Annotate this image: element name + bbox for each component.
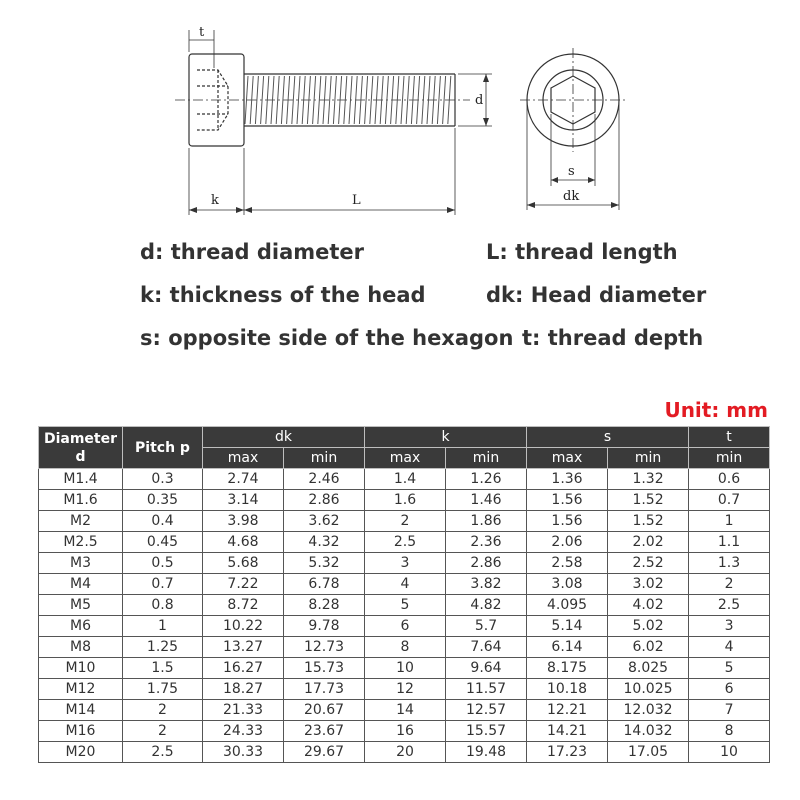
cell-dk-max: 7.22 [203, 574, 284, 595]
cell-k-max: 6 [365, 616, 446, 637]
cell-dk-min: 17.73 [284, 679, 365, 700]
cell-dk-max: 18.27 [203, 679, 284, 700]
cell-pitch: 1.25 [123, 637, 203, 658]
cell-s-max: 4.095 [527, 595, 608, 616]
cell-k-min: 7.64 [446, 637, 527, 658]
legend-head-thickness: k: thickness of the head [140, 283, 426, 307]
cell-k-max: 12 [365, 679, 446, 700]
cell-t-min: 0.7 [689, 490, 770, 511]
cell-pitch: 0.4 [123, 511, 203, 532]
spec-table-body [39, 469, 770, 763]
cell-pitch: 0.5 [123, 553, 203, 574]
cell-k-max: 2.5 [365, 532, 446, 553]
cell-s-min: 14.032 [608, 721, 689, 742]
cell-pitch: 2.5 [123, 742, 203, 763]
cell-k-max: 5 [365, 595, 446, 616]
cell-dk-min: 12.73 [284, 637, 365, 658]
cell-k-min: 1.46 [446, 490, 527, 511]
cell-s-min: 2.52 [608, 553, 689, 574]
cell-diameter: M1.6 [39, 490, 123, 511]
cell-k-max: 14 [365, 700, 446, 721]
cell-k-min: 2.86 [446, 553, 527, 574]
cell-dk-min: 9.78 [284, 616, 365, 637]
cell-s-min: 17.05 [608, 742, 689, 763]
label-t: t [199, 25, 205, 40]
thread-hatching [245, 76, 451, 124]
cell-dk-max: 3.98 [203, 511, 284, 532]
cell-t-min: 10 [689, 742, 770, 763]
cell-diameter: M2 [39, 511, 123, 532]
header-s: s [527, 427, 689, 448]
table-row [39, 553, 770, 574]
cell-dk-min: 6.78 [284, 574, 365, 595]
cell-dk-max: 5.68 [203, 553, 284, 574]
cell-dk-max: 13.27 [203, 637, 284, 658]
header-pitch: Pitch p [123, 427, 203, 469]
cell-dk-max: 30.33 [203, 742, 284, 763]
dimension-legend [140, 240, 740, 369]
cell-k-max: 10 [365, 658, 446, 679]
cell-s-min: 1.52 [608, 511, 689, 532]
cell-s-min: 4.02 [608, 595, 689, 616]
table-row [39, 574, 770, 595]
cell-dk-max: 2.74 [203, 469, 284, 490]
cell-dk-min: 23.67 [284, 721, 365, 742]
cell-diameter: M3 [39, 553, 123, 574]
cell-s-min: 1.52 [608, 490, 689, 511]
header-k: k [365, 427, 527, 448]
header-t: t [689, 427, 770, 448]
cell-k-min: 19.48 [446, 742, 527, 763]
cell-pitch: 2 [123, 700, 203, 721]
cell-dk-min: 5.32 [284, 553, 365, 574]
cell-s-min: 1.32 [608, 469, 689, 490]
cell-dk-min: 2.86 [284, 490, 365, 511]
cell-pitch: 0.7 [123, 574, 203, 595]
cell-s-min: 12.032 [608, 700, 689, 721]
cell-s-min: 6.02 [608, 637, 689, 658]
cell-dk-max: 4.68 [203, 532, 284, 553]
cell-pitch: 2 [123, 721, 203, 742]
label-dk: dk [563, 189, 580, 204]
cell-diameter: M4 [39, 574, 123, 595]
table-row [39, 490, 770, 511]
cell-dk-min: 15.73 [284, 658, 365, 679]
cell-k-max: 2 [365, 511, 446, 532]
table-row [39, 721, 770, 742]
cell-diameter: M12 [39, 679, 123, 700]
cell-dk-min: 8.28 [284, 595, 365, 616]
cell-diameter: M2.5 [39, 532, 123, 553]
cell-diameter: M8 [39, 637, 123, 658]
table-row [39, 511, 770, 532]
cell-k-min: 11.57 [446, 679, 527, 700]
cell-dk-min: 3.62 [284, 511, 365, 532]
cell-diameter: M20 [39, 742, 123, 763]
cell-dk-max: 3.14 [203, 490, 284, 511]
table-row [39, 679, 770, 700]
cell-k-min: 1.86 [446, 511, 527, 532]
cell-pitch: 0.3 [123, 469, 203, 490]
cell-t-min: 5 [689, 658, 770, 679]
header-dk-min: min [284, 448, 365, 469]
header-diameter: Diameter d [39, 427, 123, 469]
cell-dk-max: 24.33 [203, 721, 284, 742]
cell-dk-min: 20.67 [284, 700, 365, 721]
cell-s-max: 2.06 [527, 532, 608, 553]
header-dk-max: max [203, 448, 284, 469]
cell-s-max: 1.36 [527, 469, 608, 490]
cell-k-min: 3.82 [446, 574, 527, 595]
cell-s-min: 3.02 [608, 574, 689, 595]
label-L: L [352, 193, 361, 208]
cell-k-min: 4.82 [446, 595, 527, 616]
cell-diameter: M1.4 [39, 469, 123, 490]
cell-s-max: 5.14 [527, 616, 608, 637]
cell-dk-max: 8.72 [203, 595, 284, 616]
screw-technical-drawing [0, 0, 800, 230]
header-k-min: min [446, 448, 527, 469]
spec-table-header [39, 427, 770, 469]
cell-s-max: 2.58 [527, 553, 608, 574]
table-row [39, 616, 770, 637]
cell-dk-max: 21.33 [203, 700, 284, 721]
header-dk: dk [203, 427, 365, 448]
cell-k-min: 15.57 [446, 721, 527, 742]
cell-k-max: 4 [365, 574, 446, 595]
cell-pitch: 1 [123, 616, 203, 637]
header-s-min: min [608, 448, 689, 469]
cell-s-min: 8.025 [608, 658, 689, 679]
spec-table [38, 426, 770, 763]
cell-diameter: M14 [39, 700, 123, 721]
cell-t-min: 1 [689, 511, 770, 532]
cell-s-max: 8.175 [527, 658, 608, 679]
legend-hexagon-side: s: opposite side of the hexagon [140, 326, 514, 350]
cell-dk-max: 10.22 [203, 616, 284, 637]
cell-k-max: 1.6 [365, 490, 446, 511]
cell-s-max: 1.56 [527, 511, 608, 532]
cell-k-min: 12.57 [446, 700, 527, 721]
table-row [39, 637, 770, 658]
cell-s-max: 1.56 [527, 490, 608, 511]
cell-t-min: 0.6 [689, 469, 770, 490]
cell-pitch: 1.5 [123, 658, 203, 679]
table-row [39, 658, 770, 679]
cell-t-min: 1.1 [689, 532, 770, 553]
cell-diameter: M5 [39, 595, 123, 616]
label-d: d [475, 93, 484, 108]
table-row [39, 742, 770, 763]
cell-k-min: 1.26 [446, 469, 527, 490]
cell-k-max: 3 [365, 553, 446, 574]
cell-t-min: 2 [689, 574, 770, 595]
cell-s-max: 14.21 [527, 721, 608, 742]
cell-diameter: M10 [39, 658, 123, 679]
cell-s-max: 3.08 [527, 574, 608, 595]
cell-k-min: 9.64 [446, 658, 527, 679]
legend-head-diameter: dk: Head diameter [486, 283, 707, 307]
cell-t-min: 7 [689, 700, 770, 721]
cell-k-max: 16 [365, 721, 446, 742]
cell-pitch: 0.8 [123, 595, 203, 616]
header-s-max: max [527, 448, 608, 469]
legend-thread-length: L: thread length [486, 240, 678, 264]
cell-dk-max: 16.27 [203, 658, 284, 679]
cell-t-min: 1.3 [689, 553, 770, 574]
cell-s-min: 2.02 [608, 532, 689, 553]
table-row [39, 532, 770, 553]
table-row [39, 469, 770, 490]
legend-thread-depth: t: thread depth [522, 326, 704, 350]
cell-s-min: 10.025 [608, 679, 689, 700]
label-s: s [568, 164, 575, 179]
unit-label: Unit: mm [664, 398, 768, 422]
cell-k-min: 2.36 [446, 532, 527, 553]
cell-pitch: 0.45 [123, 532, 203, 553]
cell-t-min: 3 [689, 616, 770, 637]
label-k: k [211, 193, 219, 208]
cell-t-min: 2.5 [689, 595, 770, 616]
cell-s-max: 10.18 [527, 679, 608, 700]
cell-dk-min: 29.67 [284, 742, 365, 763]
cell-diameter: M16 [39, 721, 123, 742]
cell-s-max: 12.21 [527, 700, 608, 721]
cell-diameter: M6 [39, 616, 123, 637]
cell-s-min: 5.02 [608, 616, 689, 637]
legend-thread-diameter: d: thread diameter [140, 240, 365, 264]
cell-t-min: 8 [689, 721, 770, 742]
cell-s-max: 6.14 [527, 637, 608, 658]
header-k-max: max [365, 448, 446, 469]
cell-t-min: 4 [689, 637, 770, 658]
cell-k-max: 1.4 [365, 469, 446, 490]
cell-s-max: 17.23 [527, 742, 608, 763]
cell-t-min: 6 [689, 679, 770, 700]
cell-k-min: 5.7 [446, 616, 527, 637]
table-row [39, 700, 770, 721]
table-row [39, 595, 770, 616]
header-t-min: min [689, 448, 770, 469]
cell-k-max: 8 [365, 637, 446, 658]
cell-dk-min: 2.46 [284, 469, 365, 490]
cell-dk-min: 4.32 [284, 532, 365, 553]
cell-k-max: 20 [365, 742, 446, 763]
cell-pitch: 1.75 [123, 679, 203, 700]
cell-pitch: 0.35 [123, 490, 203, 511]
